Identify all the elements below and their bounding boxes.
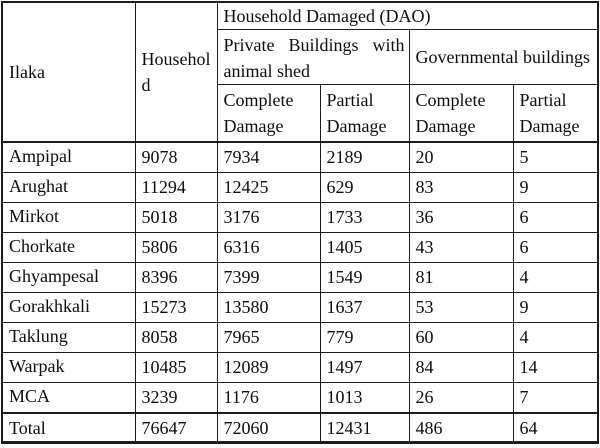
cell-private-partial: 629 (320, 172, 409, 202)
cell-private-complete: 7934 (217, 142, 320, 173)
cell-private-partial: 1637 (320, 292, 409, 322)
table-row-mca (2, 382, 598, 413)
header-private-buildings: Private Buildings with animal shed (217, 30, 409, 85)
cell-total-private-complete: 72060 (217, 413, 320, 443)
cell-gov-complete: 81 (409, 262, 513, 292)
cell-household: 8058 (135, 322, 217, 352)
cell-household: 11294 (135, 172, 217, 202)
cell-household: 15273 (135, 292, 217, 322)
cell-private-complete: 7399 (217, 262, 320, 292)
header-gov-complete-damage: Complete Damage (409, 85, 513, 142)
cell-ilaka: Warpak (2, 352, 135, 382)
cell-household: 5806 (135, 232, 217, 262)
table-row-mirkot (2, 202, 598, 232)
cell-gov-complete: 43 (409, 232, 513, 262)
table-row-total (2, 413, 598, 443)
cell-private-partial: 2189 (320, 142, 409, 173)
table-row-chorkate (2, 232, 598, 262)
cell-gov-partial: 9 (513, 292, 598, 322)
cell-gov-complete: 83 (409, 172, 513, 202)
cell-gov-partial: 5 (513, 142, 598, 173)
cell-household: 5018 (135, 202, 217, 232)
cell-private-complete: 7965 (217, 322, 320, 352)
cell-total-household: 76647 (135, 413, 217, 443)
header-governmental-buildings: Governmental buildings (409, 30, 598, 85)
cell-gov-partial: 14 (513, 352, 598, 382)
cell-ilaka: Ampipal (2, 142, 135, 173)
cell-household: 10485 (135, 352, 217, 382)
cell-ilaka: MCA (2, 382, 135, 413)
table-row-ampipal (2, 142, 598, 173)
header-dao: Household Damaged (DAO) (217, 2, 598, 30)
cell-gov-partial: 7 (513, 382, 598, 413)
header-gov-partial-damage: Partial Damage (513, 85, 598, 142)
cell-private-partial: 1405 (320, 232, 409, 262)
table-row-warpak (2, 352, 598, 382)
cell-gov-partial: 9 (513, 172, 598, 202)
cell-private-partial: 1733 (320, 202, 409, 232)
cell-gov-partial: 4 (513, 262, 598, 292)
cell-private-complete: 1176 (217, 382, 320, 413)
cell-private-complete: 12425 (217, 172, 320, 202)
cell-ilaka: Mirkot (2, 202, 135, 232)
table-row-taklung (2, 322, 598, 352)
header-private-complete-damage: Complete Damage (217, 85, 320, 142)
cell-ilaka: Taklung (2, 322, 135, 352)
cell-gov-partial: 6 (513, 202, 598, 232)
header-private-partial-damage: Partial Damage (320, 85, 409, 142)
cell-private-complete: 6316 (217, 232, 320, 262)
cell-gov-complete: 20 (409, 142, 513, 173)
cell-total-label: Total (2, 413, 135, 443)
cell-gov-partial: 4 (513, 322, 598, 352)
cell-ilaka: Chorkate (2, 232, 135, 262)
cell-total-private-partial: 12431 (320, 413, 409, 443)
cell-gov-complete: 36 (409, 202, 513, 232)
cell-private-complete: 13580 (217, 292, 320, 322)
table-row-gorakhkali (2, 292, 598, 322)
header-household: Household (135, 2, 217, 142)
cell-private-partial: 1013 (320, 382, 409, 413)
cell-household: 8396 (135, 262, 217, 292)
cell-gov-partial: 6 (513, 232, 598, 262)
cell-ilaka: Ghyampesal (2, 262, 135, 292)
cell-gov-complete: 53 (409, 292, 513, 322)
household-damage-table (1, 1, 599, 444)
header-row-1 (2, 2, 598, 30)
cell-total-gov-complete: 486 (409, 413, 513, 443)
cell-private-complete: 3176 (217, 202, 320, 232)
cell-household: 9078 (135, 142, 217, 173)
cell-ilaka: Arughat (2, 172, 135, 202)
cell-ilaka: Gorakhkali (2, 292, 135, 322)
cell-gov-complete: 26 (409, 382, 513, 413)
table-row-ghyampesal (2, 262, 598, 292)
cell-gov-complete: 84 (409, 352, 513, 382)
header-ilaka: Ilaka (2, 2, 135, 142)
cell-total-gov-partial: 64 (513, 413, 598, 443)
cell-private-partial: 1497 (320, 352, 409, 382)
cell-private-partial: 1549 (320, 262, 409, 292)
cell-household: 3239 (135, 382, 217, 413)
table-row-arughat (2, 172, 598, 202)
cell-private-partial: 779 (320, 322, 409, 352)
cell-private-complete: 12089 (217, 352, 320, 382)
cell-gov-complete: 60 (409, 322, 513, 352)
